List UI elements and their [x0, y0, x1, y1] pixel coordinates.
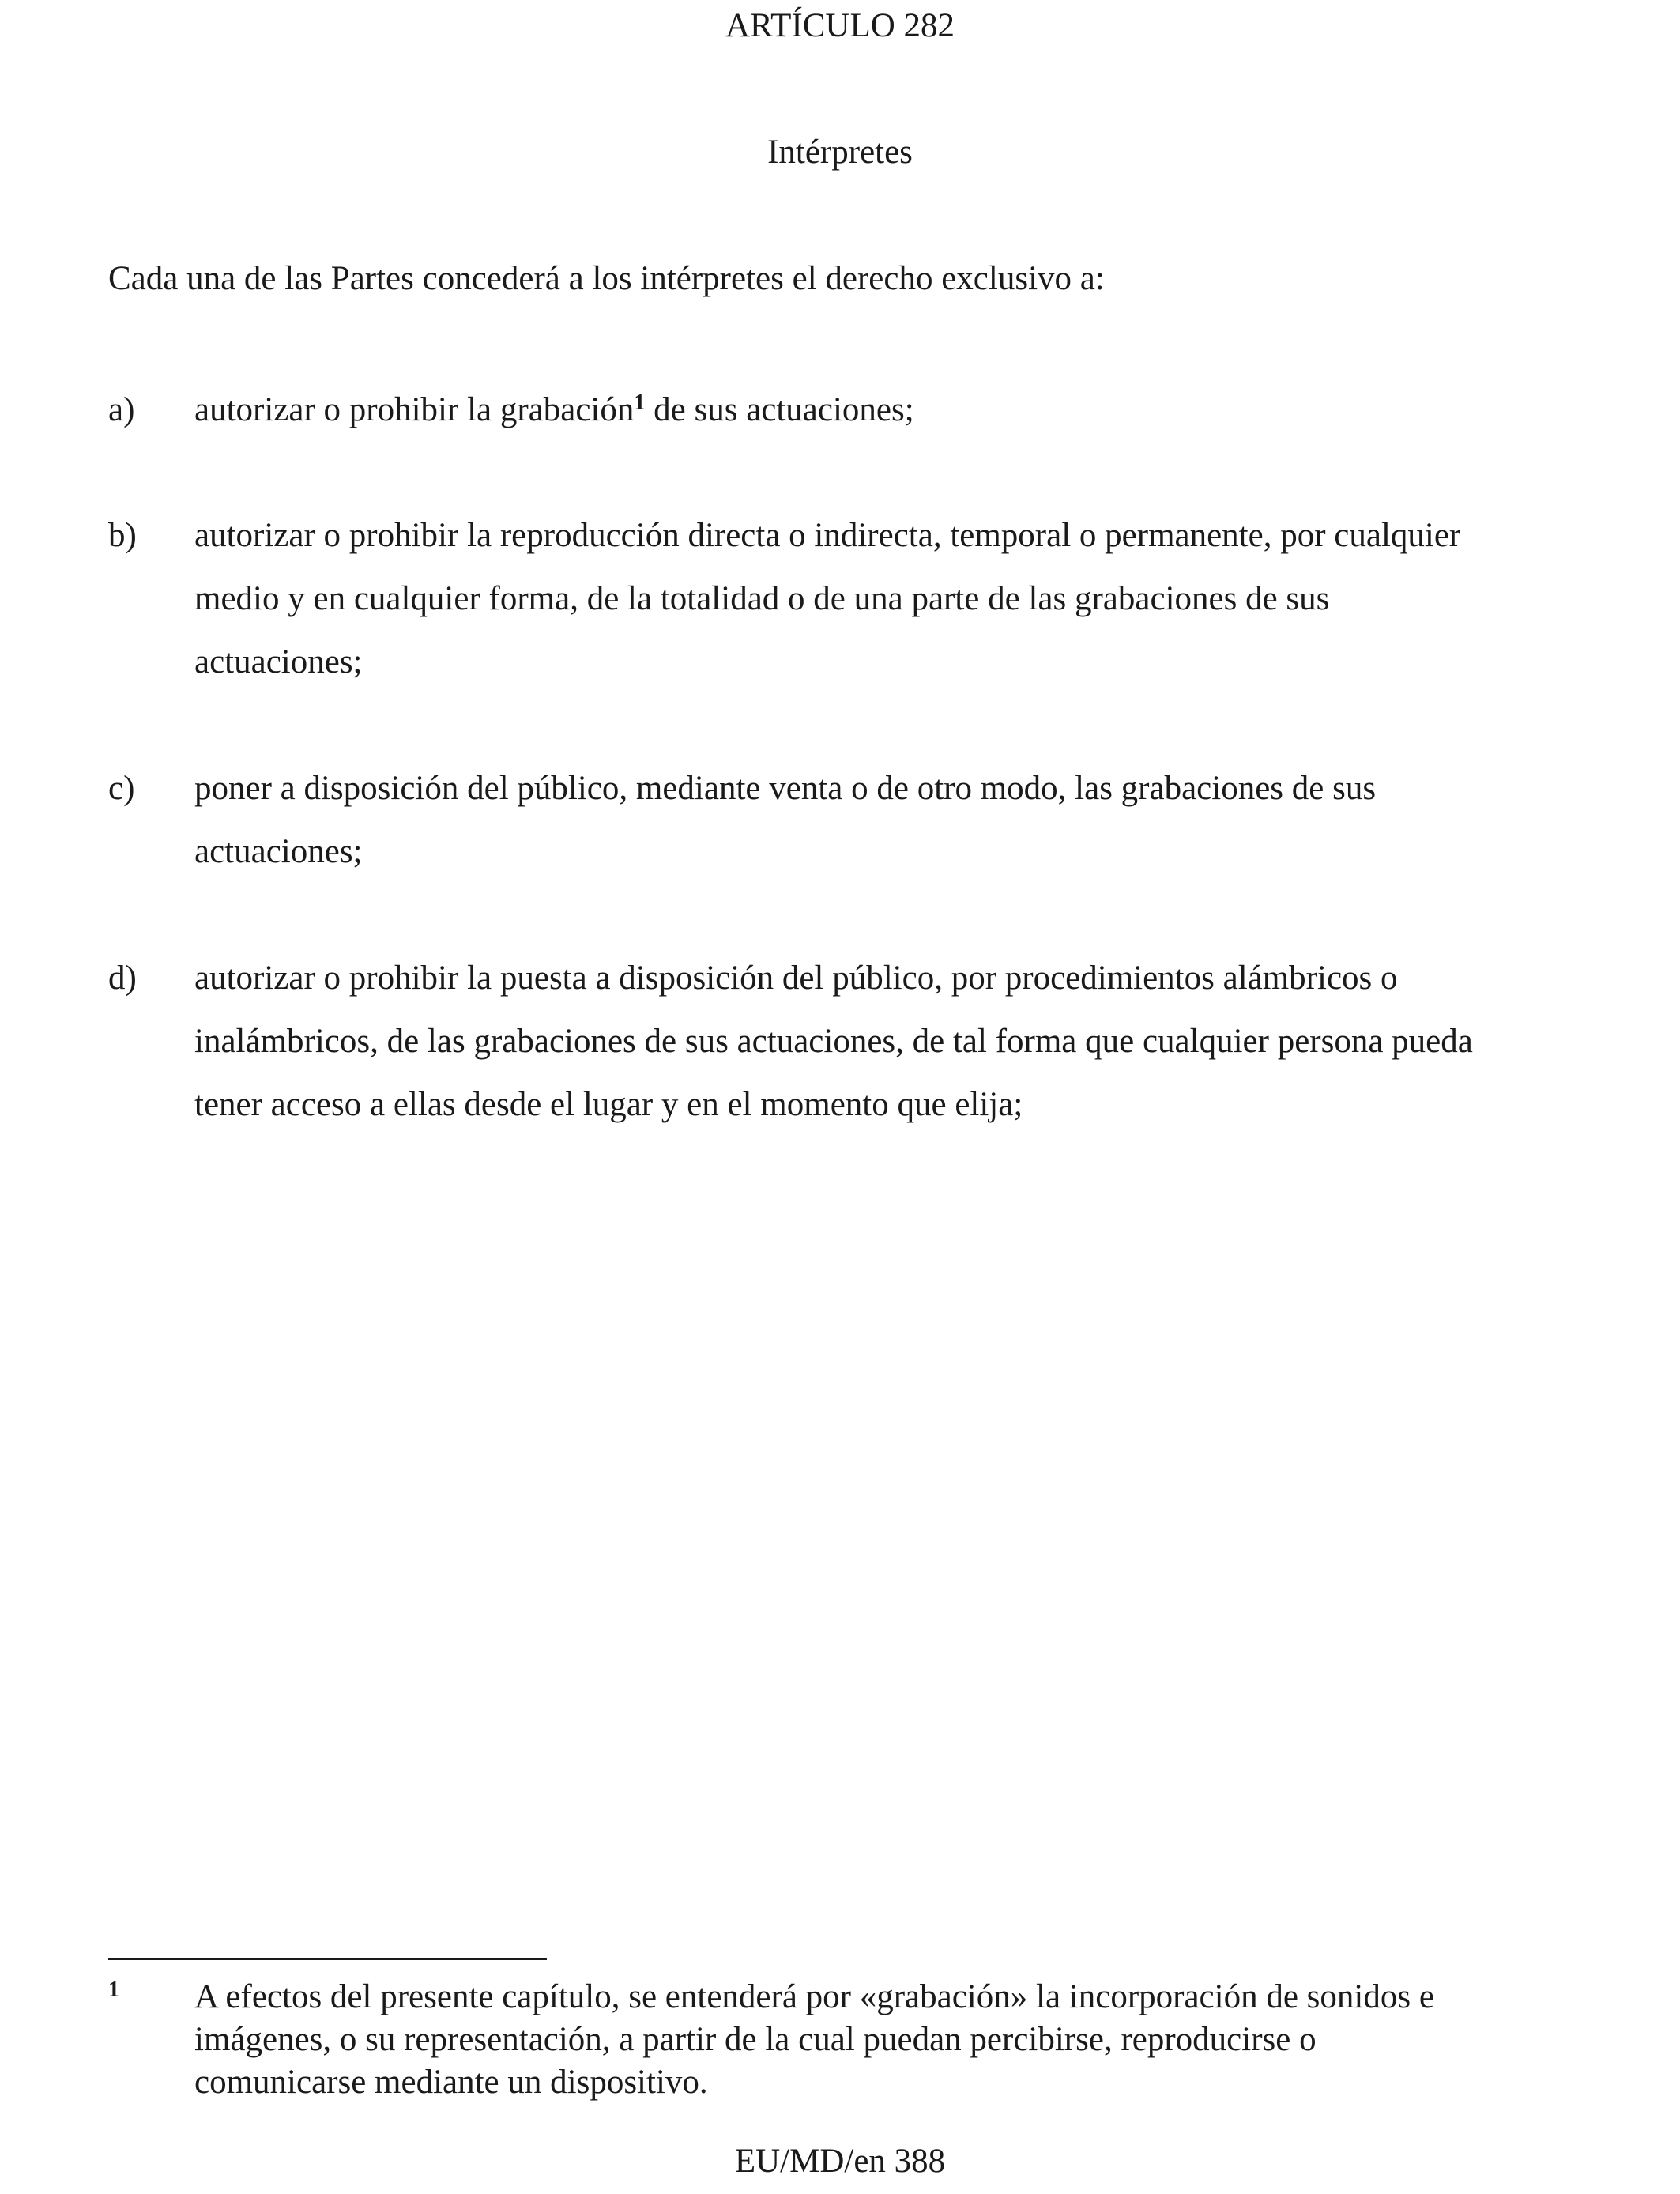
list-item-label: a)	[108, 391, 135, 428]
list-item-line: poner a disposición del público, mediante venta o de otro modo, las grabaciones de sus	[194, 770, 1377, 807]
footnote-line: A efectos del presente capítulo, se entenderá por «grabación» la incorporación de sonidos e	[194, 1978, 1434, 2015]
list-item-line: inalámbricos, de las grabaciones de sus actuaciones, de tal forma que cualquier persona pueda	[194, 1023, 1473, 1060]
footnote-reference[interactable]: 1	[634, 390, 646, 415]
list-item-line: tener acceso a ellas desde el lugar y en el momento que elija;	[194, 1086, 1023, 1123]
list-item-line-text: de sus actuaciones;	[645, 391, 914, 428]
list-item-text	[194, 379, 1680, 442]
list-item-line: autorizar o prohibir la reproducción directa o indirecta, temporal o permanente, por cualquier	[194, 517, 1461, 554]
list-item-line: actuaciones;	[194, 833, 363, 870]
list-item-line	[194, 379, 1680, 442]
list-item-text	[194, 504, 1680, 694]
article-title: Intérpretes	[767, 134, 913, 171]
footnote-number: 1	[108, 1977, 119, 2002]
page-footer: EU/MD/en 388	[734, 2143, 946, 2180]
footnote-text	[194, 1976, 1434, 2104]
list-item-text	[194, 757, 1680, 884]
list-item-line: medio y en cualquier forma, de la totalidad o de una parte de las grabaciones de sus	[194, 580, 1330, 617]
list-item-label: c)	[108, 770, 135, 807]
footnote-line: comunicarse mediante un dispositivo.	[194, 2064, 708, 2101]
list-item-label: b)	[108, 517, 137, 554]
footnote-separator	[108, 1958, 547, 1960]
list-item-text	[194, 947, 1680, 1137]
footnote-line: imágenes, o su representación, a partir de la cual puedan percibirse, reproducirse o	[194, 2021, 1317, 2058]
article-heading: ARTÍCULO 282	[725, 7, 955, 44]
intro-paragraph: Cada una de las Partes concederá a los intérpretes el derecho exclusivo a:	[108, 260, 1105, 297]
list-item-line: actuaciones;	[194, 643, 363, 680]
list-item-line-text: autorizar o prohibir la grabación	[194, 391, 635, 428]
list-item-line: autorizar o prohibir la puesta a disposición del público, por procedimientos alámbricos o	[194, 959, 1398, 997]
list-item-label: d)	[108, 959, 137, 997]
